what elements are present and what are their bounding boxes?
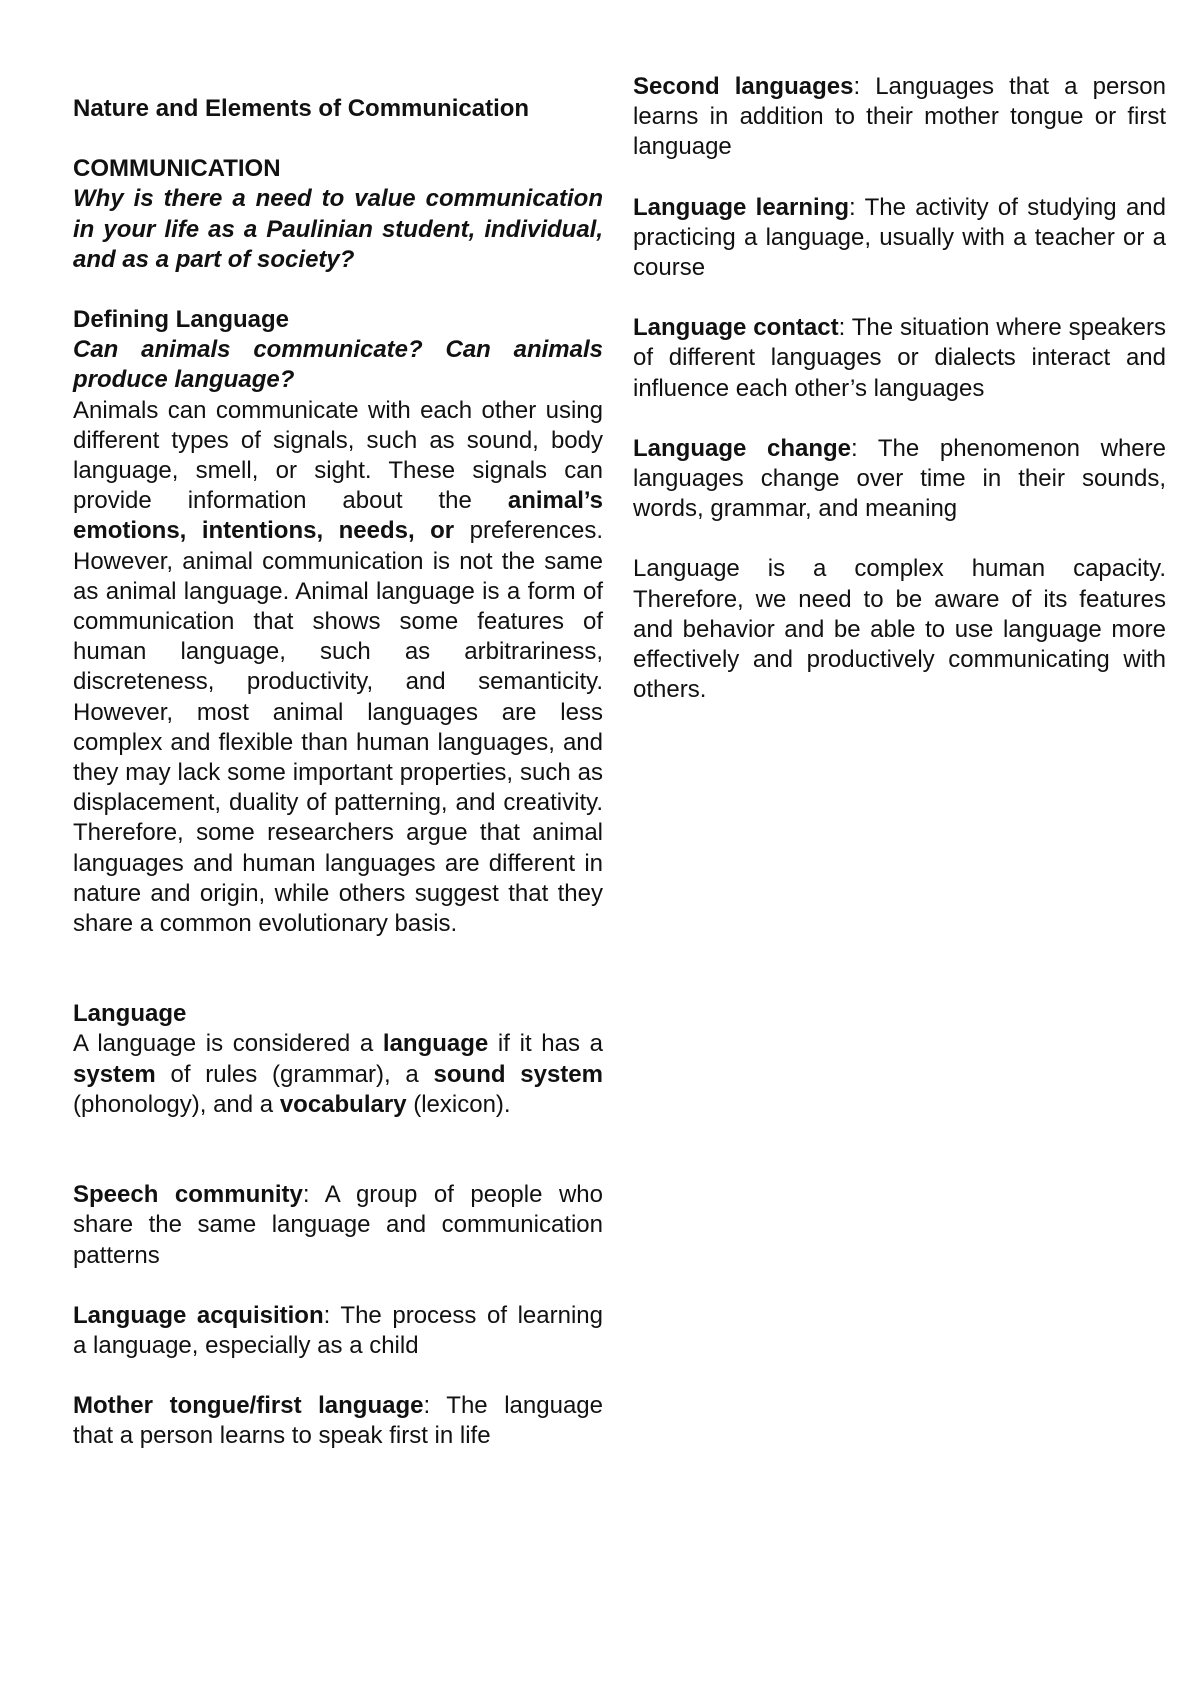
- bold-term-system: system: [73, 1060, 156, 1088]
- document-title: Nature and Elements of Communication: [73, 95, 530, 122]
- term-text: : The activity of studying and practicing a language, usually with a teacher or a course: [633, 193, 1166, 282]
- term-definition: [633, 72, 1166, 163]
- term-text: : The phenomenon where languages change over time in their sounds, words, grammar, and meaning: [633, 434, 1166, 523]
- right-column: [633, 72, 1166, 705]
- term-name: Language change: [633, 434, 851, 462]
- animal-communication-paragraph: [73, 396, 603, 940]
- text-segment: (lexicon).: [406, 1090, 511, 1118]
- text-segment: of rules (grammar), a: [155, 1060, 434, 1088]
- paragraph-bold-text: animal’s emotions, intentions, needs, or: [73, 487, 603, 545]
- paragraph-text: Animals can communicate with each other using different types of signals, such as sound, body language, smell, or sight. These signals can provide information about the: [73, 396, 603, 515]
- term-name: Language contact: [633, 314, 839, 342]
- term-name: Mother tongue/first language: [73, 1392, 424, 1420]
- closing-paragraph: Language is a complex human capacity. Therefore, we need to be aware of its features and behavior and be able to use language more effectively and productively communicating with others.: [633, 555, 1166, 704]
- bold-term-sound-system: sound system: [433, 1060, 603, 1088]
- paragraph-text-rest: preferences. However, animal communication is not the same as animal language. Animal language is a form of communication that shows some features of human language, such as arbitrariness, discreteness, productivity, and semanticity. However, most animal languages are less complex and flexible than human languages, and they may lack some important properties, such as displacement, duality of patterning, and creativity. Therefore, some researchers argue that animal languages and human languages are different in nature and origin, while others suggest that they share a common evolutionary basis.: [73, 517, 604, 938]
- communication-heading: COMMUNICATION: [73, 155, 281, 183]
- left-column: [73, 72, 603, 1452]
- term-name: Language learning: [633, 193, 850, 221]
- term-name: Language acquisition: [73, 1301, 324, 1329]
- term-text: : The situation where speakers of different languages or dialects interact and influence each other’s languages: [633, 314, 1166, 402]
- term-text: : The process of learning a language, especially as a child: [73, 1301, 603, 1359]
- term-definition: [633, 434, 1166, 525]
- bold-term-vocabulary: vocabulary: [279, 1090, 407, 1118]
- term-definition: [633, 193, 1166, 284]
- bold-term-language: language: [382, 1030, 489, 1058]
- term-definition: [73, 1391, 603, 1451]
- language-definition-paragraph: [73, 1029, 603, 1120]
- text-segment: if it has a: [488, 1030, 603, 1058]
- term-definition: [73, 1180, 603, 1271]
- term-text: : The language that a person learns to speak first in life: [73, 1392, 603, 1450]
- term-name: Second languages: [633, 73, 854, 100]
- term-definition: [73, 1301, 603, 1361]
- defining-language-heading: Defining Language: [73, 306, 289, 334]
- defining-language-question: Can animals communicate? Can animals produce language?: [73, 336, 603, 394]
- language-heading: Language: [73, 1000, 187, 1028]
- text-segment: A language is considered a: [73, 1030, 383, 1058]
- text-segment: (phonology), and a: [73, 1090, 280, 1118]
- term-text: : A group of people who share the same language and communication patterns: [73, 1181, 603, 1269]
- communication-question: Why is there a need to value communication in your life as a Paulinian student, individual, and as a part of society?: [73, 185, 603, 273]
- term-name: Speech community: [73, 1181, 303, 1209]
- term-text: : Languages that a person learns in addition to their mother tongue or first language: [633, 73, 1166, 161]
- term-definition: [633, 313, 1166, 404]
